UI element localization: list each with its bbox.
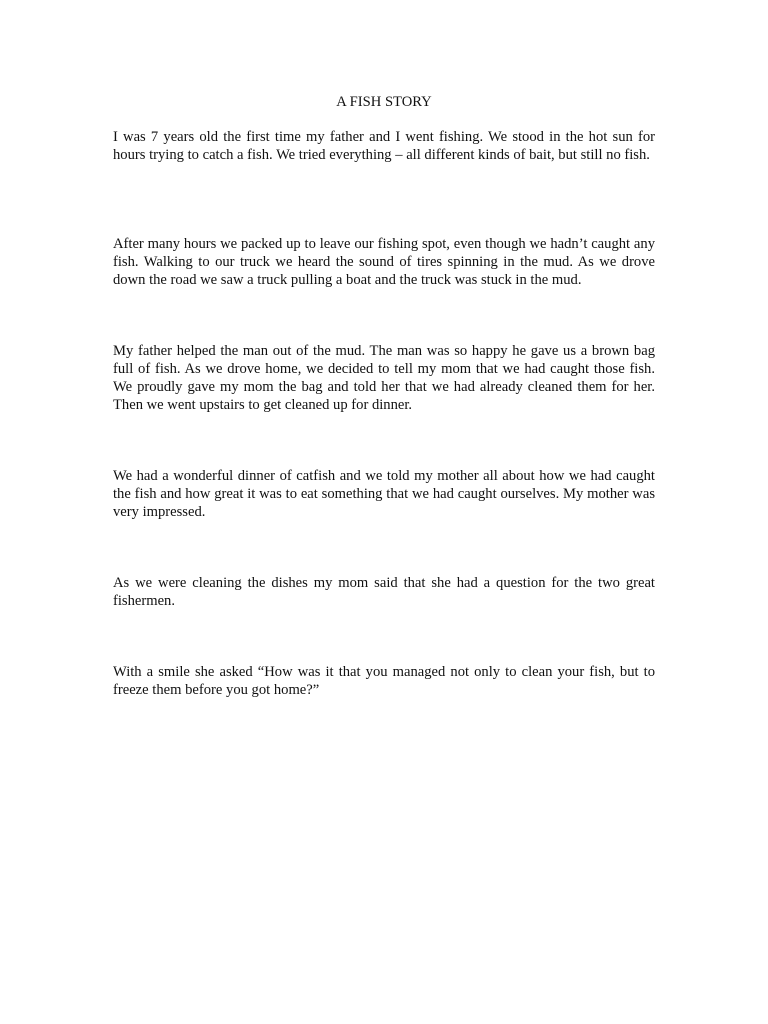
paragraph-5: As we were cleaning the dishes my mom said that she had a question for the two great fishermen.: [113, 575, 655, 609]
paragraph-6: With a smile she asked “How was it that you managed not only to clean your fish, but to freeze them before you got home?”: [113, 664, 655, 698]
paragraph-4: We had a wonderful dinner of catfish and we told my mother all about how we had caught the fish and how great it was to eat something that we had caught ourselves. My mother was very impressed.: [113, 468, 655, 520]
document-title: A FISH STORY: [336, 94, 432, 110]
paragraph-2: After many hours we packed up to leave our fishing spot, even though we hadn’t caught any fish. Walking to our truck we heard the sound of tires spinning in the mud. As we drove down the road we saw a truck pulling a boat and the truck was stuck in the mud.: [113, 236, 655, 288]
paragraph-3: My father helped the man out of the mud. The man was so happy he gave us a brown bag full of fish. As we drove home, we decided to tell my mom that we had caught those fish. We proudly gave my mom the bag and told her that we had already cleaned them for her. Then we went upstairs to get cleaned up for dinner.: [113, 343, 655, 413]
paragraph-1: I was 7 years old the first time my father and I went fishing. We stood in the hot sun for hours trying to catch a fish. We tried everything – all different kinds of bait, but still no fish.: [113, 129, 655, 163]
